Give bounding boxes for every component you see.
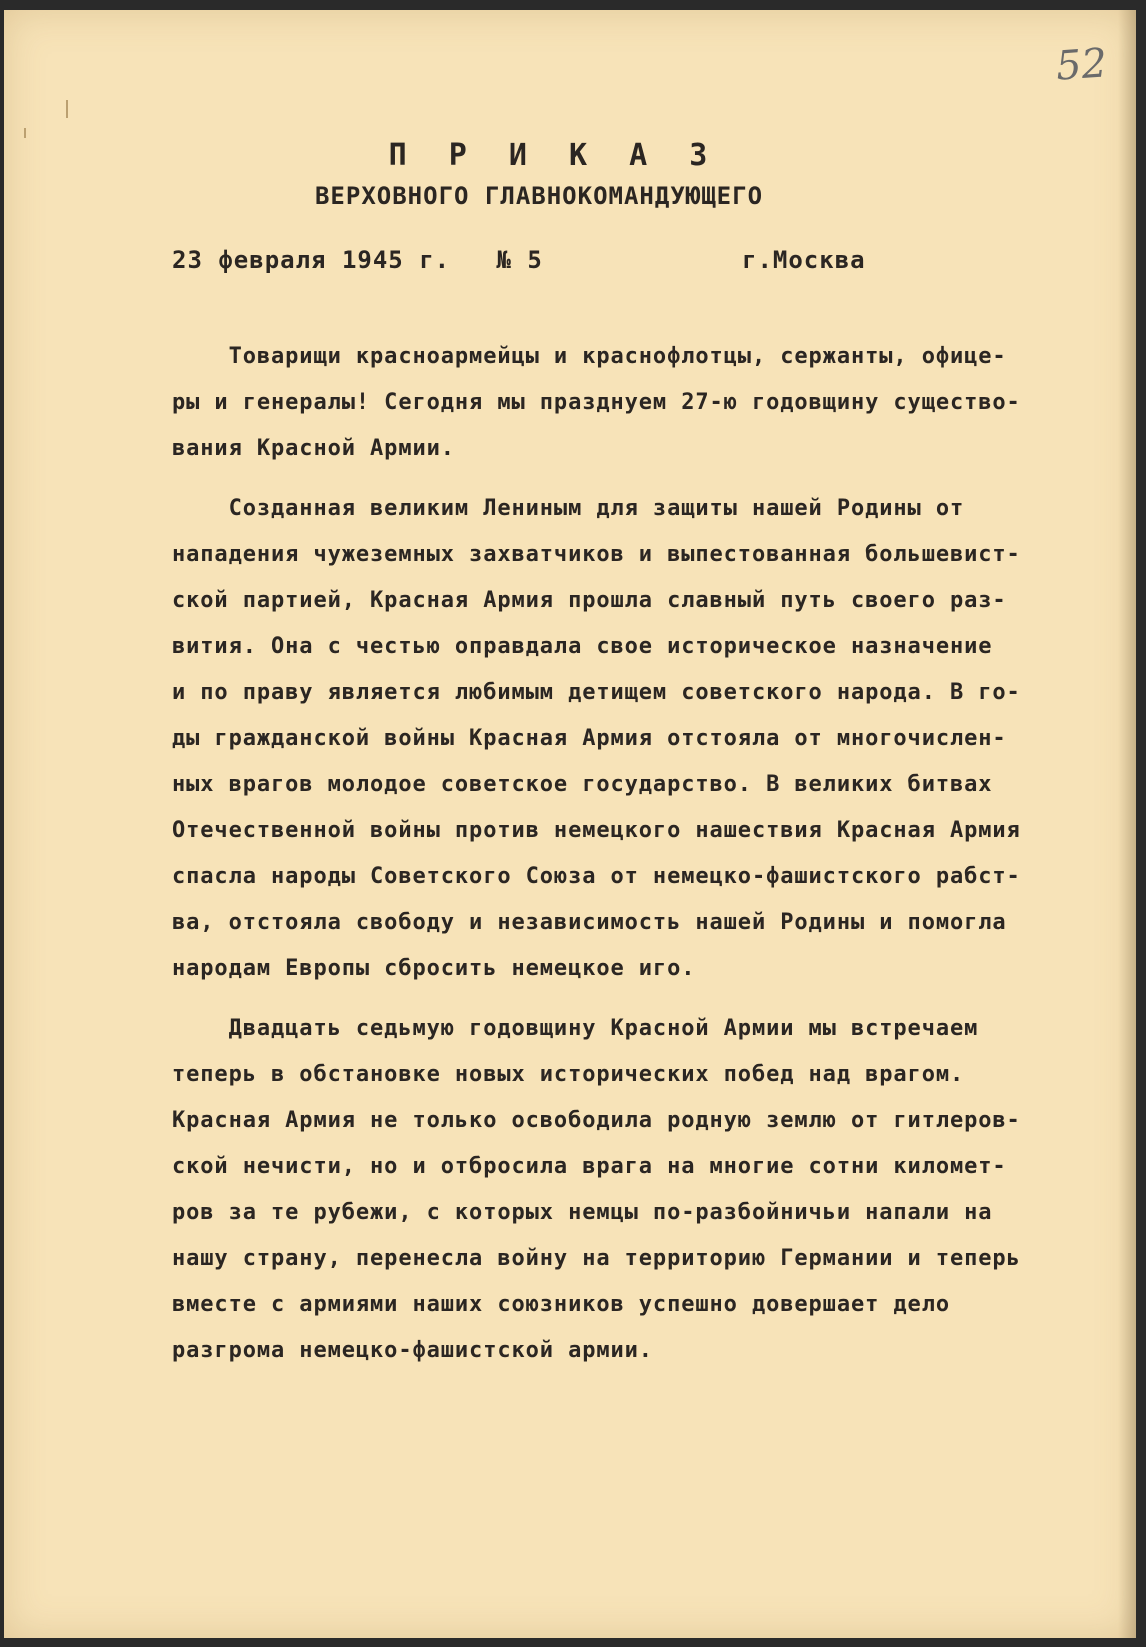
text-line: ва, отстояла свободу и независимость нашей Родины и помогла: [172, 910, 1007, 935]
text-line: Созданная великим Лениным для защиты нашей Родины от: [172, 496, 965, 521]
text-line: нападения чужеземных захватчиков и выпестованная большевист-: [172, 542, 1021, 567]
text-line: Отечественной войны против немецкого нашествия Красная Армия: [172, 818, 1021, 843]
text-line: теперь в обстановке новых исторических побед над врагом.: [172, 1062, 965, 1087]
page-edge-shadow: [1118, 10, 1136, 1638]
paper-speck: [24, 128, 26, 138]
text-line: спасла народы Советского Союза от немецко-фашистского рабст-: [172, 864, 1021, 889]
place-of-issue: г.Москва: [742, 246, 866, 274]
paragraph: [172, 486, 1092, 992]
document-page: [4, 10, 1136, 1638]
text-line: ской нечисти, но и отбросила врага на многие сотни километ-: [172, 1154, 1007, 1179]
date-and-number: 23 февраля 1945 г. № 5: [172, 246, 543, 274]
text-line: ской партией, Красная Армия прошла славный путь своего раз-: [172, 588, 1007, 613]
text-line: Красная Армия не только освободила родную землю от гитлеров-: [172, 1108, 1021, 1133]
text-line: вития. Она с честью оправдала свое историческое назначение: [172, 634, 993, 659]
text-line: и по праву является любимым детищем советского народа. В го-: [172, 680, 1021, 705]
folio-number: 52: [1054, 40, 1109, 90]
text-line: ры и генералы! Сегодня мы празднуем 27-ю годовщину существо-: [172, 390, 1021, 415]
text-line: вания Красной Армии.: [172, 436, 455, 461]
document-subtitle: ВЕРХОВНОГО ГЛАВНОКОМАНДУЮЩЕГО: [314, 182, 764, 210]
text-line: народам Европы сбросить немецкое иго.: [172, 956, 696, 981]
text-line: Товарищи красноармейцы и краснофлотцы, сержанты, офице-: [172, 344, 1007, 369]
text-line: нашу страну, перенесла войну на территорию Германии и теперь: [172, 1246, 1021, 1271]
document-title: П Р И К А З: [388, 138, 720, 173]
paragraph: [172, 334, 1092, 472]
paragraph: [172, 1006, 1092, 1374]
text-line: Двадцать седьмую годовщину Красной Армии мы встречаем: [172, 1016, 979, 1041]
body-text: [172, 334, 1092, 1374]
text-line: ров за те рубежи, с которых немцы по-разбойничьи напали на: [172, 1200, 993, 1225]
paper-speck: [66, 100, 68, 118]
text-line: ных врагов молодое советское государство. В великих битвах: [172, 772, 993, 797]
text-line: ды гражданской войны Красная Армия отстояла от многочислен-: [172, 726, 1007, 751]
text-line: вместе с армиями наших союзников успешно довершает дело: [172, 1292, 950, 1317]
text-line: разгрома немецко-фашистской армии.: [172, 1338, 653, 1363]
